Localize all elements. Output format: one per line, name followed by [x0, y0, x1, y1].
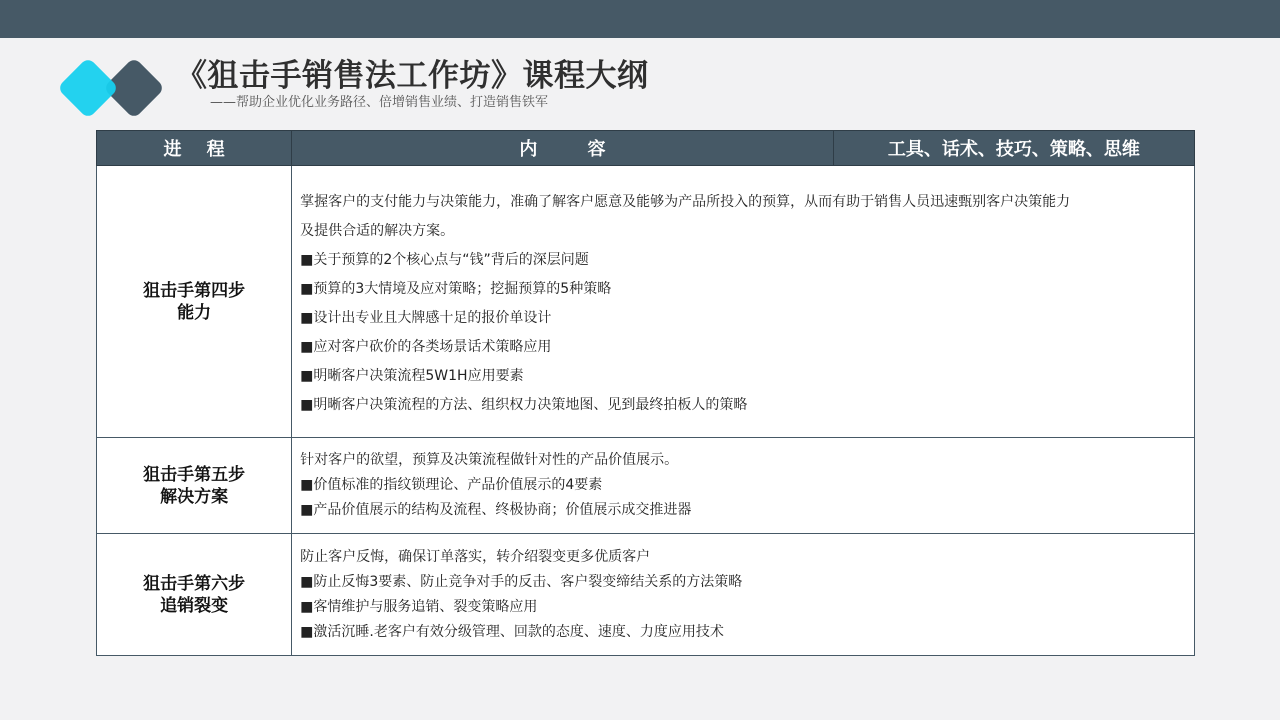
top-bar [0, 0, 1280, 38]
content-line: ■设计出专业且大牌感十足的报价单设计 [300, 309, 552, 326]
page-title: 《狙击手销售法工作坊》课程大纲 [176, 58, 649, 94]
table-row [97, 534, 1195, 656]
logo-cyan-diamond [57, 57, 119, 119]
table-row [97, 166, 1195, 438]
content-line: 及提供合适的解决方案。 [300, 222, 455, 239]
header-tools: 工具、话术、技巧、策略、思维 [833, 131, 1194, 166]
content-line: ■防止反悔3要素、防止竞争对手的反击、客户裂变缔结关系的方法策略 [300, 573, 743, 590]
content-cell [292, 166, 1195, 438]
table-header-row [97, 131, 1195, 166]
content-line: ■明晰客户决策流程5W1H应用要素 [300, 367, 524, 384]
content-cell [292, 438, 1195, 534]
logo-diamonds [56, 54, 168, 124]
step-cell [97, 534, 292, 656]
step-cell [97, 166, 292, 438]
step-cell [97, 438, 292, 534]
content-line: ■客情维护与服务追销、裂变策略应用 [300, 598, 538, 615]
step-title: 狙击手第四步 [143, 280, 246, 301]
content-line: ■明晰客户决策流程的方法、组织权力决策地图、见到最终拍板人的策略 [300, 396, 748, 413]
content-line: ■激活沉睡.老客户有效分级管理、回款的态度、速度、力度应用技术 [300, 623, 724, 640]
content-line: ■关于预算的2个核心点与“钱”背后的深层问题 [300, 251, 589, 268]
step-subtitle: 解决方案 [160, 486, 229, 507]
step-title: 狙击手第六步 [143, 573, 246, 594]
step-subtitle: 能力 [177, 302, 212, 323]
content-line: ■预算的3大情境及应对策略；挖掘预算的5种策略 [300, 280, 612, 297]
content-line: 防止客户反悔，确保订单落实，转介绍裂变更多优质客户 [300, 548, 651, 565]
course-outline-table [96, 130, 1195, 656]
step-subtitle: 追销裂变 [160, 595, 229, 616]
table-row [97, 438, 1195, 534]
header-content: 内 容 [292, 131, 833, 166]
content-line: ■产品价值展示的结构及流程、终极协商；价值展示成交推进器 [300, 502, 692, 518]
content-line: 针对客户的欲望，预算及决策流程做针对性的产品价值展示。 [300, 452, 679, 468]
page-subtitle: ——帮助企业优化业务路径、倍增销售业绩、打造销售铁军 [210, 95, 549, 110]
content-line: ■价值标准的指纹锁理论、产品价值展示的4要素 [300, 477, 603, 493]
content-cell [292, 534, 1195, 656]
content-line: 掌握客户的支付能力与决策能力，准确了解客户愿意及能够为产品所投入的预算，从而有助于销售人员迅速甄别客户决策能力 [300, 193, 1071, 210]
header-step: 进 程 [97, 131, 292, 166]
content-line: ■应对客户砍价的各类场景话术策略应用 [300, 338, 552, 355]
step-title: 狙击手第五步 [143, 464, 246, 485]
